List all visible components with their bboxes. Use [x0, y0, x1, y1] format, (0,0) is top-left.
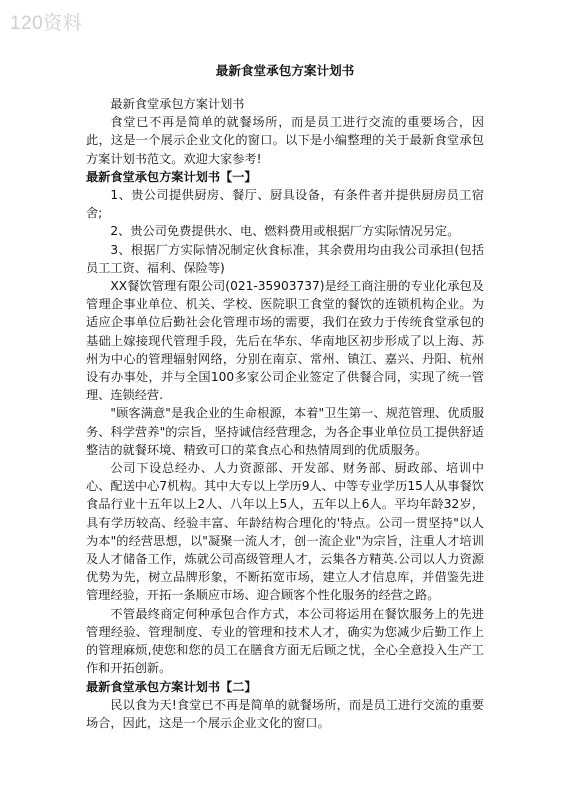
service-philosophy-paragraph: "顾客满意"是我企业的生命根源，本着"卫生第一、规范管理、优质服务、科学营养"的宗旨，坚持诚信经营理念，为各企事业单位员工提供舒适整洁的就餐环境、精致可口的菜食点心和热情周到的优质服务。	[86, 406, 484, 457]
list-item: 3、根据厂方实际情况制定伙食标准，其余费用均由我公司承担(包括员工工资、福利、保险等)	[86, 242, 484, 275]
cooperation-paragraph: 不管最终商定何种承包合作方式，本公司将运用在餐饮服务上的先进管理经验、管理制度、专业的管理和技术人才，确实为您减少后勤工作上的管理麻烦,使您和您的员工在膳食方面无后顾之忧，全心全意投入生产工作和开拓创新。	[86, 606, 484, 676]
intro-paragraph: 食堂已不再是简单的就餐场所，而是员工进行交流的重要场合，因此，这是一个展示企业文化的窗口。以下是小编整理的关于最新食堂承包方案计划书范文。欢迎大家参考!	[86, 115, 484, 166]
document-body	[86, 62, 484, 732]
intro-subtitle: 最新食堂承包方案计划书	[110, 97, 245, 111]
section-heading-2: 最新食堂承包方案计划书【二】	[86, 679, 257, 694]
section-2-paragraph: 民以食为天!食堂已不再是简单的就餐场所，而是员工进行交流的重要场合，因此，这是一个展示企业文化的窗口。	[86, 697, 484, 730]
document-title: 最新食堂承包方案计划书	[215, 63, 355, 78]
watermark: 120资料	[10, 13, 83, 34]
list-item: 1、贵公司提供厨房、餐厅、厨具设备，有条件者并提供厨房员工宿舍;	[86, 188, 484, 221]
section-heading-1: 最新食堂承包方案计划书【一】	[86, 169, 257, 184]
organization-paragraph: 公司下设总经办、人力资源部、开发部、财务部、厨政部、培训中心、配送中心7机构。其中大专以上学历9人、中等专业学历15人从事餐饮食品行业十五年以上2人、八年以上5人，五年以上6人。平均年龄32岁，具有学历较高、经验丰富、年龄结构合理化的'特点。公司一贯坚持"以人为本"的经营思想，以"凝聚一流人才，创一流企业"为宗旨，注重人才培训及人才储备工作，炼就公司高级管理人才，云集各方精英.公司以人力资源优势为先，树立品牌形象，不断拓宽市场，建立人才信息库，并借鉴先进管理经验，开拓一条顺应市场、迎合顾客个性化服务的经营之路。	[86, 461, 484, 603]
list-item: 2、贵公司免费提供水、电、燃料费用或根据厂方实际情况另定。	[110, 224, 460, 239]
company-profile-paragraph: XX餐饮管理有限公司(021-35903737)是经工商注册的专业化承包及管理企事业单位、机关、学校、医院职工食堂的餐饮的连锁机构企业。为适应企事单位后勤社会化管理市场的需要，我们在致力于传统食堂承包的基础上嫁接现代管理手段，先后在华东、华南地区初步形成了以上海、苏州为中心的管理辐射网络，分别在南京、常州、镇江、嘉兴、丹阳、杭州设有办事处，并与全国100多家公司企业签定了供餐合同，实现了统一管理、连锁经营.	[86, 279, 484, 403]
